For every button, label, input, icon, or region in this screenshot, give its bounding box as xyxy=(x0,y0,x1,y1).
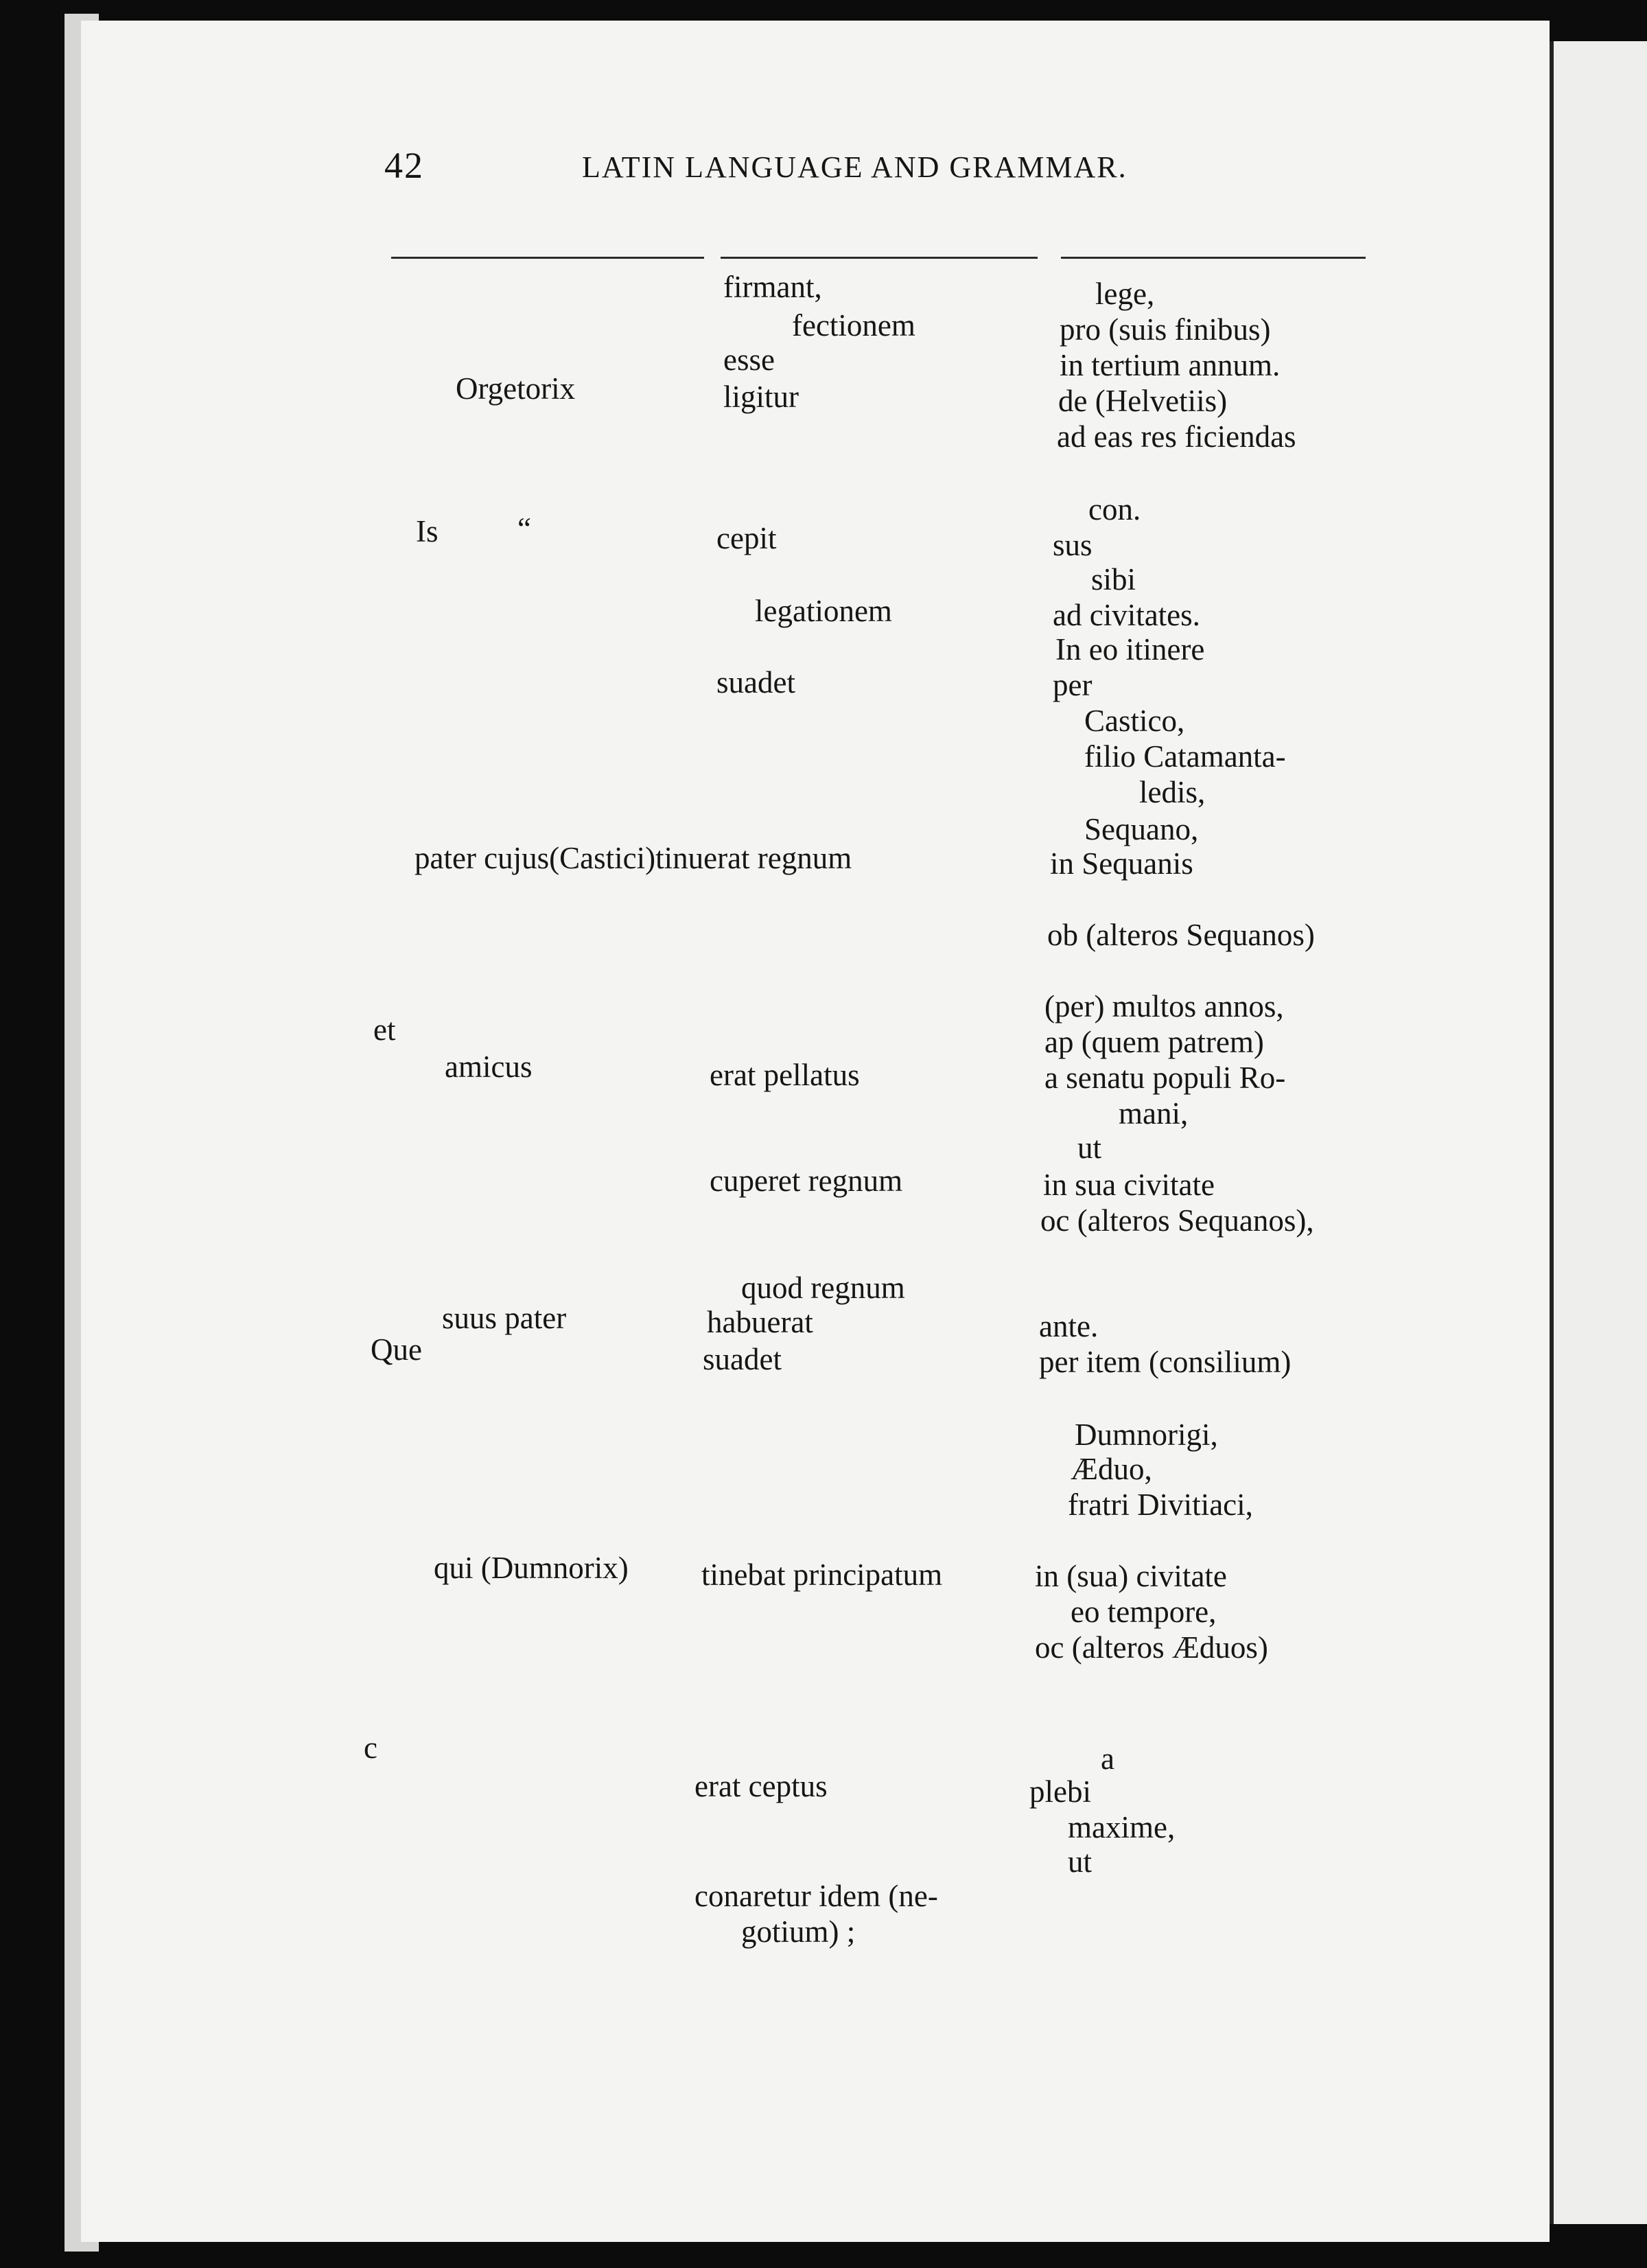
diagram-word-col3-31: oc (alteros Æduos) xyxy=(1035,1630,1268,1665)
diagram-word-col1-1: Is xyxy=(416,514,439,548)
diagram-word-col3-15: in Sequanis xyxy=(1050,846,1193,881)
diagram-word-col3-20: mani, xyxy=(1119,1096,1189,1131)
diagram-word-col3-10: per xyxy=(1053,668,1093,702)
diagram-word-col3-33: plebi xyxy=(1029,1774,1091,1809)
diagram-word-col1-0: Orgetorix xyxy=(456,371,576,406)
diagram-word-col2-0: firmant, xyxy=(723,270,822,304)
diagram-word-col3-0: lege, xyxy=(1095,277,1155,311)
diagram-word-col2-5: legationem xyxy=(755,594,892,628)
diagram-word-col3-9: In eo itinere xyxy=(1055,632,1205,667)
diagram-word-col1-2: “ xyxy=(517,511,531,546)
diagram-word-col3-8: ad civitates. xyxy=(1053,598,1200,632)
diagram-word-col3-19: a senatu populi Ro- xyxy=(1044,1061,1286,1095)
diagram-word-col3-26: Dumnorigi, xyxy=(1075,1418,1218,1452)
column-rule-left xyxy=(391,257,704,259)
diagram-word-col2-15: gotium) ; xyxy=(741,1914,856,1949)
diagram-word-col3-24: ante. xyxy=(1039,1309,1099,1343)
diagram-word-col2-7: erat pellatus xyxy=(710,1058,860,1092)
diagram-word-col2-6: suadet xyxy=(716,665,795,699)
diagram-word-col3-14: Sequano, xyxy=(1084,812,1199,846)
gutter-line xyxy=(1550,41,1554,2224)
diagram-word-col3-23: oc (alteros Sequanos), xyxy=(1040,1203,1314,1238)
column-rule-right xyxy=(1061,257,1366,259)
diagram-word-col2-4: cepit xyxy=(716,521,777,555)
diagram-word-col3-21: ut xyxy=(1077,1131,1102,1165)
diagram-word-col2-9: quod regnum xyxy=(741,1271,905,1305)
diagram-word-col2-1: fectionem xyxy=(792,308,915,343)
diagram-word-col3-27: Æduo, xyxy=(1071,1452,1152,1486)
diagram-word-col3-17: (per) multos annos, xyxy=(1044,989,1284,1023)
diagram-word-col1-4: et xyxy=(373,1012,396,1047)
diagram-word-col3-35: ut xyxy=(1068,1844,1093,1879)
diagram-word-col3-29: in (sua) civitate xyxy=(1035,1559,1227,1593)
diagram-word-col3-25: per item (consilium) xyxy=(1039,1345,1292,1379)
diagram-word-col2-14: conaretur idem (ne- xyxy=(694,1879,938,1913)
diagram-word-col1-5: amicus xyxy=(445,1050,533,1084)
diagram-word-col3-34: maxime, xyxy=(1068,1810,1176,1844)
diagram-word-col1-3: pater cujus(Castici)tinuerat regnum xyxy=(414,841,852,875)
diagram-word-col3-13: ledis, xyxy=(1139,775,1206,809)
diagram-word-col1-8: qui (Dumnorix) xyxy=(434,1551,629,1585)
diagram-word-col3-32: a xyxy=(1101,1741,1114,1776)
diagram-word-col3-6: sus xyxy=(1053,528,1093,562)
diagram-word-col1-6: suus pater xyxy=(442,1301,567,1335)
page-number: 42 xyxy=(384,145,424,186)
diagram-word-col1-7: Que xyxy=(371,1332,422,1367)
diagram-word-col3-18: ap (quem patrem) xyxy=(1044,1025,1264,1059)
diagram-word-col3-11: Castico, xyxy=(1084,704,1185,738)
diagram-word-col3-7: sibi xyxy=(1091,562,1136,597)
diagram-word-col2-13: erat ceptus xyxy=(694,1769,828,1803)
diagram-word-col3-28: fratri Divitiaci, xyxy=(1068,1488,1253,1522)
diagram-word-col3-3: de (Helvetiis) xyxy=(1058,384,1228,418)
facing-page-bleed xyxy=(1550,41,1647,2224)
diagram-word-col1-9: c xyxy=(364,1731,377,1765)
diagram-word-col2-2: esse xyxy=(723,343,775,377)
diagram-word-col3-1: pro (suis finibus) xyxy=(1060,312,1271,347)
diagram-word-col2-10: habuerat xyxy=(707,1305,813,1339)
diagram-word-col2-12: tinebat principatum xyxy=(701,1558,943,1592)
diagram-word-col2-11: suadet xyxy=(703,1342,782,1376)
diagram-word-col3-12: filio Catamanta- xyxy=(1084,739,1286,774)
diagram-word-col3-2: in tertium annum. xyxy=(1060,348,1281,382)
diagram-word-col2-8: cuperet regnum xyxy=(710,1164,903,1198)
diagram-word-col2-3: ligitur xyxy=(723,380,799,414)
diagram-word-col3-16: ob (alteros Sequanos) xyxy=(1047,918,1315,952)
column-rule-middle xyxy=(721,257,1038,259)
diagram-word-col3-4: ad eas res ficiendas xyxy=(1057,419,1296,454)
diagram-word-col3-22: in sua civitate xyxy=(1043,1168,1215,1202)
diagram-word-col3-5: con. xyxy=(1088,492,1141,526)
diagram-word-col3-30: eo tempore, xyxy=(1071,1595,1217,1629)
running-title: LATIN LANGUAGE AND GRAMMAR. xyxy=(582,150,1128,184)
